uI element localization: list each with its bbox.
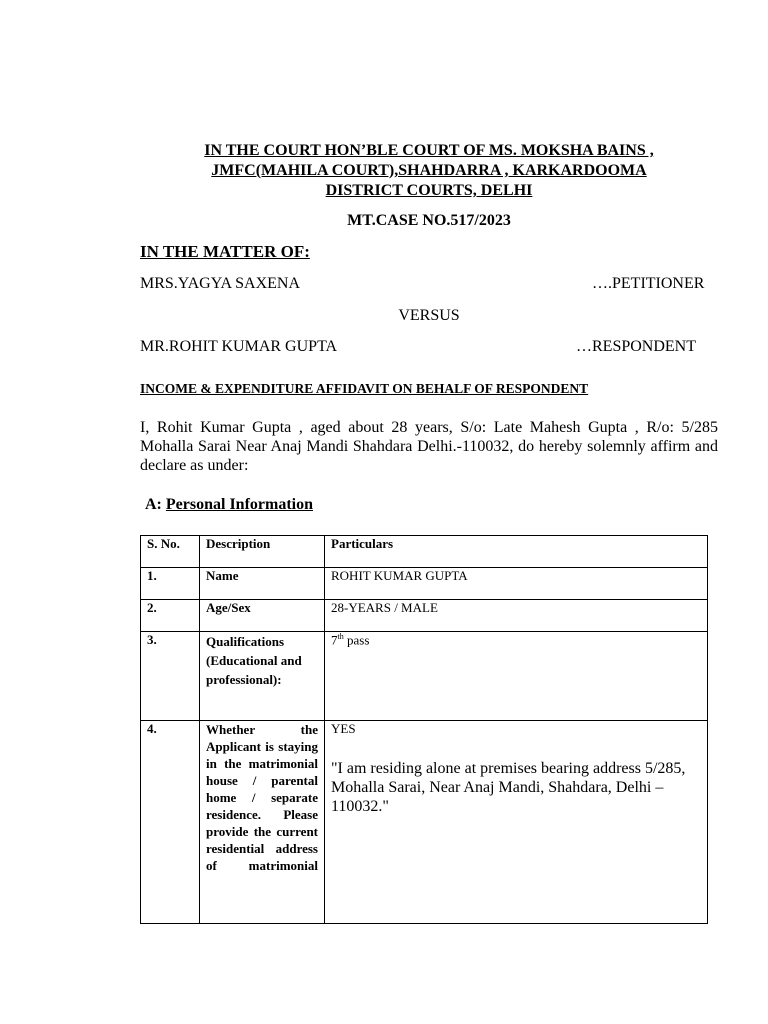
residence-address-statement: "I am residing alone at premises bearing address 5/285, Mohalla Sarai, Near Anaj Mandi, Shahdara, Delhi – 110032." xyxy=(331,760,686,815)
row-particulars: 28-YEARS / MALE xyxy=(325,600,708,632)
section-a-prefix: A: xyxy=(145,496,162,513)
table-header-row xyxy=(141,536,708,568)
row-sno: 3. xyxy=(141,632,200,721)
table-row xyxy=(141,632,708,721)
personal-info-table xyxy=(140,535,708,924)
row-particulars xyxy=(325,632,708,721)
header-description: Description xyxy=(200,536,325,568)
respondent-role: …RESPONDENT xyxy=(576,338,697,355)
table-row xyxy=(141,568,708,600)
row-sno: 4. xyxy=(141,721,200,924)
petitioner-role: ….PETITIONER xyxy=(592,275,705,292)
ordinal-number: 7 xyxy=(331,632,338,648)
court-title-line: JMFC(MAHILA COURT),SHAHDARRA , KARKARDOOMA xyxy=(211,162,647,179)
row-description: Age/Sex xyxy=(200,600,325,632)
petitioner-name: MRS.YAGYA SAXENA xyxy=(140,275,301,292)
header-sno: S. No. xyxy=(141,536,200,568)
respondent-name: MR.ROHIT KUMAR GUPTA xyxy=(140,338,338,355)
row-sno: 1. xyxy=(141,568,200,600)
section-a-title: Personal Information xyxy=(165,496,313,513)
table-row xyxy=(141,600,708,632)
row-sno: 2. xyxy=(141,600,200,632)
qualification-text: pass xyxy=(343,632,370,648)
row-particulars xyxy=(325,721,708,924)
residence-answer: YES xyxy=(331,721,356,736)
versus-label: VERSUS xyxy=(398,307,460,324)
row-description: Whether the Applicant is staying in the matrimonial house / parental home / separate residence. Please provide the current residential address of matrimonial xyxy=(200,721,325,924)
table-row xyxy=(141,721,708,924)
case-number: MT.CASE NO.517/2023 xyxy=(347,212,511,229)
affidavit-title: INCOME & EXPENDITURE AFFIDAVIT ON BEHALF OF RESPONDENT xyxy=(140,381,589,396)
section-a-heading xyxy=(145,496,313,514)
court-title-line: IN THE COURT HON’BLE COURT OF MS. MOKSHA BAINS , xyxy=(204,142,654,159)
court-title-line: DISTRICT COURTS, DELHI xyxy=(325,182,533,199)
row-particulars: ROHIT KUMAR GUPTA xyxy=(325,568,708,600)
row-description: Name xyxy=(200,568,325,600)
row-description: Qualifications (Educational and professional): xyxy=(200,632,325,721)
matter-heading: IN THE MATTER OF: xyxy=(140,242,310,261)
header-particulars: Particulars xyxy=(325,536,708,568)
court-title xyxy=(140,141,718,201)
ordinal-suffix: th xyxy=(337,632,344,641)
intro-paragraph: I, Rohit Kumar Gupta , aged about 28 years, S/o: Late Mahesh Gupta , R/o: 5/285 Mohalla Sarai Near Anaj Mandi Shahdara Delhi.-110032, do hereby solemnly affirm and declare as under: xyxy=(140,419,718,474)
